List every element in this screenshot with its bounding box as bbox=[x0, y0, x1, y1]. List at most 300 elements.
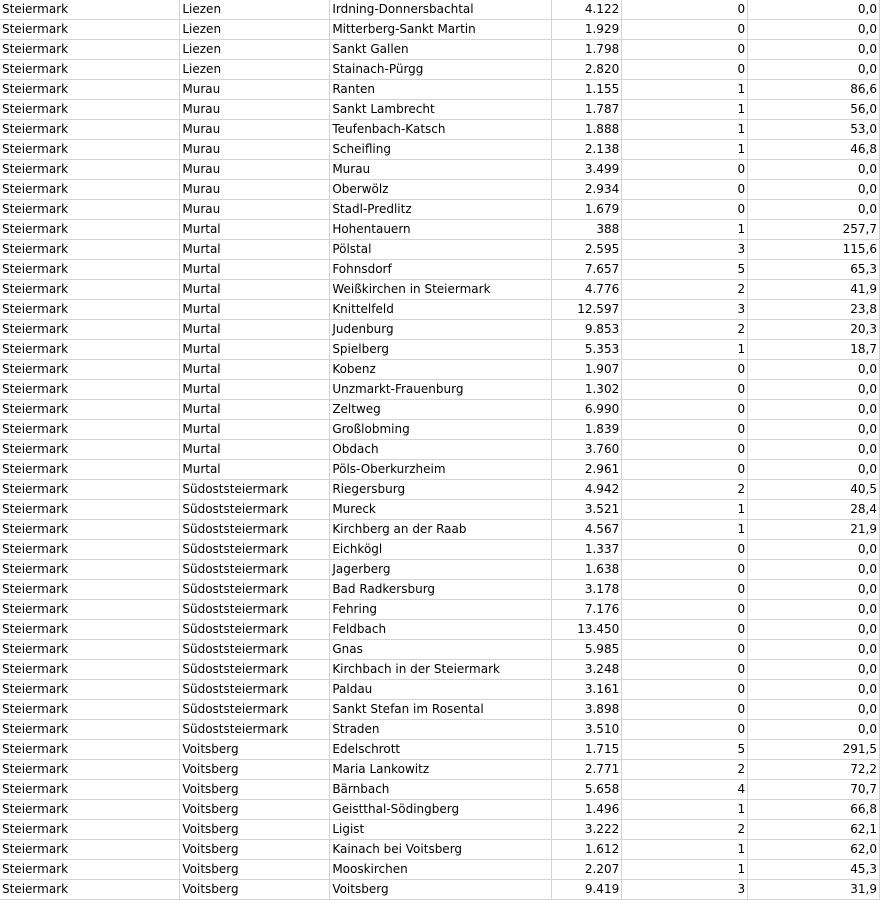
table-row bbox=[0, 60, 880, 80]
cell-inzidenz[interactable]: 0,0 bbox=[748, 20, 880, 40]
cell-bundesland[interactable]: Steiermark bbox=[0, 620, 180, 640]
cell-einwohner[interactable]: 4.942 bbox=[552, 480, 622, 500]
cell-faelle[interactable]: 3 bbox=[622, 880, 748, 900]
cell-gemeinde[interactable]: Oberwölz bbox=[330, 180, 552, 200]
cell-inzidenz[interactable]: 20,3 bbox=[748, 320, 880, 340]
cell-bundesland[interactable]: Steiermark bbox=[0, 640, 180, 660]
cell-bundesland[interactable]: Steiermark bbox=[0, 700, 180, 720]
cell-bundesland[interactable]: Steiermark bbox=[0, 200, 180, 220]
cell-gemeinde[interactable]: Sankt Lambrecht bbox=[330, 100, 552, 120]
cell-faelle[interactable]: 1 bbox=[622, 100, 748, 120]
cell-gemeinde[interactable]: Sankt Gallen bbox=[330, 40, 552, 60]
cell-bezirk[interactable]: Murau bbox=[180, 180, 330, 200]
cell-inzidenz[interactable]: 0,0 bbox=[748, 660, 880, 680]
cell-einwohner[interactable]: 1.496 bbox=[552, 800, 622, 820]
cell-faelle[interactable]: 0 bbox=[622, 440, 748, 460]
cell-bundesland[interactable]: Steiermark bbox=[0, 860, 180, 880]
table-row bbox=[0, 280, 880, 300]
cell-faelle[interactable]: 0 bbox=[622, 620, 748, 640]
cell-bundesland[interactable]: Steiermark bbox=[0, 520, 180, 540]
cell-inzidenz[interactable]: 0,0 bbox=[748, 0, 880, 20]
cell-einwohner[interactable]: 3.222 bbox=[552, 820, 622, 840]
cell-inzidenz[interactable]: 28,4 bbox=[748, 500, 880, 520]
cell-faelle[interactable]: 0 bbox=[622, 560, 748, 580]
cell-gemeinde[interactable]: Spielberg bbox=[330, 340, 552, 360]
cell-bezirk[interactable]: Südoststeiermark bbox=[180, 720, 330, 740]
cell-inzidenz[interactable]: 0,0 bbox=[748, 620, 880, 640]
cell-bundesland[interactable]: Steiermark bbox=[0, 460, 180, 480]
cell-faelle[interactable]: 5 bbox=[622, 740, 748, 760]
cell-faelle[interactable]: 0 bbox=[622, 60, 748, 80]
table-row bbox=[0, 420, 880, 440]
cell-gemeinde[interactable]: Weißkirchen in Steiermark bbox=[330, 280, 552, 300]
cell-einwohner[interactable]: 1.888 bbox=[552, 120, 622, 140]
cell-inzidenz[interactable]: 56,0 bbox=[748, 100, 880, 120]
cell-faelle[interactable]: 0 bbox=[622, 400, 748, 420]
cell-einwohner[interactable]: 3.760 bbox=[552, 440, 622, 460]
cell-inzidenz[interactable]: 86,6 bbox=[748, 80, 880, 100]
cell-gemeinde[interactable]: Unzmarkt-Frauenburg bbox=[330, 380, 552, 400]
cell-inzidenz[interactable]: 0,0 bbox=[748, 180, 880, 200]
cell-inzidenz[interactable]: 0,0 bbox=[748, 200, 880, 220]
cell-einwohner[interactable]: 4.776 bbox=[552, 280, 622, 300]
cell-gemeinde[interactable]: Murau bbox=[330, 160, 552, 180]
table-row bbox=[0, 220, 880, 240]
cell-bundesland[interactable]: Steiermark bbox=[0, 400, 180, 420]
cell-gemeinde[interactable]: Ligist bbox=[330, 820, 552, 840]
cell-bundesland[interactable]: Steiermark bbox=[0, 760, 180, 780]
cell-faelle[interactable]: 1 bbox=[622, 840, 748, 860]
table-row bbox=[0, 880, 880, 900]
cell-bundesland[interactable]: Steiermark bbox=[0, 440, 180, 460]
table-row bbox=[0, 700, 880, 720]
cell-gemeinde[interactable]: Paldau bbox=[330, 680, 552, 700]
cell-bundesland[interactable]: Steiermark bbox=[0, 0, 180, 20]
cell-inzidenz[interactable]: 0,0 bbox=[748, 40, 880, 60]
cell-bezirk[interactable]: Südoststeiermark bbox=[180, 560, 330, 580]
cell-bezirk[interactable]: Südoststeiermark bbox=[180, 640, 330, 660]
cell-einwohner[interactable]: 1.337 bbox=[552, 540, 622, 560]
cell-einwohner[interactable]: 1.302 bbox=[552, 380, 622, 400]
cell-bezirk[interactable]: Südoststeiermark bbox=[180, 500, 330, 520]
cell-faelle[interactable]: 2 bbox=[622, 320, 748, 340]
cell-faelle[interactable]: 0 bbox=[622, 180, 748, 200]
cell-bundesland[interactable]: Steiermark bbox=[0, 360, 180, 380]
table-row bbox=[0, 520, 880, 540]
cell-inzidenz[interactable]: 0,0 bbox=[748, 540, 880, 560]
cell-einwohner[interactable]: 3.248 bbox=[552, 660, 622, 680]
cell-gemeinde[interactable]: Gnas bbox=[330, 640, 552, 660]
table-row bbox=[0, 480, 880, 500]
cell-gemeinde[interactable]: Mitterberg-Sankt Martin bbox=[330, 20, 552, 40]
cell-inzidenz[interactable]: 0,0 bbox=[748, 160, 880, 180]
cell-bezirk[interactable]: Voitsberg bbox=[180, 760, 330, 780]
cell-bundesland[interactable]: Steiermark bbox=[0, 380, 180, 400]
cell-faelle[interactable]: 0 bbox=[622, 720, 748, 740]
cell-bundesland[interactable]: Steiermark bbox=[0, 340, 180, 360]
cell-bundesland[interactable]: Steiermark bbox=[0, 60, 180, 80]
cell-einwohner[interactable]: 6.990 bbox=[552, 400, 622, 420]
cell-einwohner[interactable]: 2.595 bbox=[552, 240, 622, 260]
cell-bundesland[interactable]: Steiermark bbox=[0, 140, 180, 160]
cell-bezirk[interactable]: Voitsberg bbox=[180, 800, 330, 820]
cell-faelle[interactable]: 0 bbox=[622, 0, 748, 20]
cell-bundesland[interactable]: Steiermark bbox=[0, 260, 180, 280]
cell-faelle[interactable]: 0 bbox=[622, 660, 748, 680]
table-row bbox=[0, 840, 880, 860]
cell-gemeinde[interactable]: Obdach bbox=[330, 440, 552, 460]
cell-einwohner[interactable]: 1.715 bbox=[552, 740, 622, 760]
cell-gemeinde[interactable]: Mureck bbox=[330, 500, 552, 520]
cell-einwohner[interactable]: 12.597 bbox=[552, 300, 622, 320]
cell-einwohner[interactable]: 5.353 bbox=[552, 340, 622, 360]
cell-inzidenz[interactable]: 65,3 bbox=[748, 260, 880, 280]
cell-gemeinde[interactable]: Stainach-Pürgg bbox=[330, 60, 552, 80]
cell-inzidenz[interactable]: 46,8 bbox=[748, 140, 880, 160]
cell-einwohner[interactable]: 3.178 bbox=[552, 580, 622, 600]
cell-inzidenz[interactable]: 40,5 bbox=[748, 480, 880, 500]
cell-bezirk[interactable]: Liezen bbox=[180, 40, 330, 60]
cell-inzidenz[interactable]: 0,0 bbox=[748, 360, 880, 380]
cell-gemeinde[interactable]: Zeltweg bbox=[330, 400, 552, 420]
cell-faelle[interactable]: 3 bbox=[622, 300, 748, 320]
cell-bezirk[interactable]: Murtal bbox=[180, 420, 330, 440]
cell-bundesland[interactable]: Steiermark bbox=[0, 180, 180, 200]
cell-bezirk[interactable]: Südoststeiermark bbox=[180, 680, 330, 700]
cell-gemeinde[interactable]: Kirchberg an der Raab bbox=[330, 520, 552, 540]
cell-gemeinde[interactable]: Voitsberg bbox=[330, 880, 552, 900]
cell-faelle[interactable]: 2 bbox=[622, 480, 748, 500]
cell-gemeinde[interactable]: Stadl-Predlitz bbox=[330, 200, 552, 220]
cell-inzidenz[interactable]: 257,7 bbox=[748, 220, 880, 240]
cell-bundesland[interactable]: Steiermark bbox=[0, 100, 180, 120]
cell-inzidenz[interactable]: 291,5 bbox=[748, 740, 880, 760]
table-row bbox=[0, 500, 880, 520]
cell-bezirk[interactable]: Voitsberg bbox=[180, 880, 330, 900]
cell-bezirk[interactable]: Voitsberg bbox=[180, 820, 330, 840]
cell-faelle[interactable]: 0 bbox=[622, 40, 748, 60]
cell-gemeinde[interactable]: Knittelfeld bbox=[330, 300, 552, 320]
cell-bezirk[interactable]: Murau bbox=[180, 140, 330, 160]
cell-gemeinde[interactable]: Ranten bbox=[330, 80, 552, 100]
cell-gemeinde[interactable]: Judenburg bbox=[330, 320, 552, 340]
table-row bbox=[0, 800, 880, 820]
cell-einwohner[interactable]: 5.985 bbox=[552, 640, 622, 660]
table-row bbox=[0, 560, 880, 580]
cell-faelle[interactable]: 4 bbox=[622, 780, 748, 800]
cell-inzidenz[interactable]: 41,9 bbox=[748, 280, 880, 300]
cell-faelle[interactable]: 0 bbox=[622, 160, 748, 180]
cell-bundesland[interactable]: Steiermark bbox=[0, 80, 180, 100]
cell-faelle[interactable]: 0 bbox=[622, 460, 748, 480]
cell-faelle[interactable]: 0 bbox=[622, 20, 748, 40]
cell-einwohner[interactable]: 3.898 bbox=[552, 700, 622, 720]
cell-inzidenz[interactable]: 66,8 bbox=[748, 800, 880, 820]
cell-bundesland[interactable]: Steiermark bbox=[0, 720, 180, 740]
cell-bundesland[interactable]: Steiermark bbox=[0, 160, 180, 180]
cell-einwohner[interactable]: 1.798 bbox=[552, 40, 622, 60]
cell-bezirk[interactable]: Murtal bbox=[180, 280, 330, 300]
cell-faelle[interactable]: 1 bbox=[622, 800, 748, 820]
cell-faelle[interactable]: 2 bbox=[622, 820, 748, 840]
cell-inzidenz[interactable]: 70,7 bbox=[748, 780, 880, 800]
cell-inzidenz[interactable]: 0,0 bbox=[748, 420, 880, 440]
cell-inzidenz[interactable]: 31,9 bbox=[748, 880, 880, 900]
cell-bezirk[interactable]: Murau bbox=[180, 80, 330, 100]
cell-faelle[interactable]: 1 bbox=[622, 520, 748, 540]
table-row bbox=[0, 760, 880, 780]
cell-bezirk[interactable]: Südoststeiermark bbox=[180, 600, 330, 620]
cell-bundesland[interactable]: Steiermark bbox=[0, 300, 180, 320]
cell-bundesland[interactable]: Steiermark bbox=[0, 120, 180, 140]
cell-faelle[interactable]: 0 bbox=[622, 420, 748, 440]
cell-inzidenz[interactable]: 62,0 bbox=[748, 840, 880, 860]
cell-einwohner[interactable]: 2.771 bbox=[552, 760, 622, 780]
cell-gemeinde[interactable]: Sankt Stefan im Rosental bbox=[330, 700, 552, 720]
cell-bezirk[interactable]: Südoststeiermark bbox=[180, 580, 330, 600]
cell-bezirk[interactable]: Voitsberg bbox=[180, 780, 330, 800]
cell-faelle[interactable]: 0 bbox=[622, 640, 748, 660]
cell-einwohner[interactable]: 1.155 bbox=[552, 80, 622, 100]
cell-inzidenz[interactable]: 0,0 bbox=[748, 580, 880, 600]
cell-faelle[interactable]: 0 bbox=[622, 380, 748, 400]
cell-gemeinde[interactable]: Feldbach bbox=[330, 620, 552, 640]
cell-bundesland[interactable]: Steiermark bbox=[0, 220, 180, 240]
cell-gemeinde[interactable]: Pöls-Oberkurzheim bbox=[330, 460, 552, 480]
cell-gemeinde[interactable]: Irdning-Donnersbachtal bbox=[330, 0, 552, 20]
cell-inzidenz[interactable]: 0,0 bbox=[748, 720, 880, 740]
cell-bundesland[interactable]: Steiermark bbox=[0, 660, 180, 680]
cell-bezirk[interactable]: Murtal bbox=[180, 400, 330, 420]
table-row bbox=[0, 540, 880, 560]
table-row bbox=[0, 780, 880, 800]
cell-bundesland[interactable]: Steiermark bbox=[0, 840, 180, 860]
cell-gemeinde[interactable]: Hohentauern bbox=[330, 220, 552, 240]
cell-einwohner[interactable]: 3.161 bbox=[552, 680, 622, 700]
cell-bezirk[interactable]: Südoststeiermark bbox=[180, 660, 330, 680]
cell-faelle[interactable]: 1 bbox=[622, 140, 748, 160]
cell-bezirk[interactable]: Murtal bbox=[180, 300, 330, 320]
cell-bezirk[interactable]: Murau bbox=[180, 120, 330, 140]
table-row bbox=[0, 100, 880, 120]
cell-faelle[interactable]: 0 bbox=[622, 200, 748, 220]
table-row bbox=[0, 340, 880, 360]
cell-inzidenz[interactable]: 0,0 bbox=[748, 400, 880, 420]
cell-inzidenz[interactable]: 0,0 bbox=[748, 560, 880, 580]
cell-einwohner[interactable]: 2.207 bbox=[552, 860, 622, 880]
cell-einwohner[interactable]: 1.907 bbox=[552, 360, 622, 380]
cell-faelle[interactable]: 1 bbox=[622, 500, 748, 520]
cell-bundesland[interactable]: Steiermark bbox=[0, 480, 180, 500]
cell-bundesland[interactable]: Steiermark bbox=[0, 500, 180, 520]
table-row bbox=[0, 860, 880, 880]
cell-bezirk[interactable]: Voitsberg bbox=[180, 840, 330, 860]
cell-bundesland[interactable]: Steiermark bbox=[0, 320, 180, 340]
cell-gemeinde[interactable]: Kirchbach in der Steiermark bbox=[330, 660, 552, 680]
cell-inzidenz[interactable]: 115,6 bbox=[748, 240, 880, 260]
cell-bundesland[interactable]: Steiermark bbox=[0, 40, 180, 60]
cell-gemeinde[interactable]: Teufenbach-Katsch bbox=[330, 120, 552, 140]
cell-einwohner[interactable]: 7.176 bbox=[552, 600, 622, 620]
cell-gemeinde[interactable]: Bärnbach bbox=[330, 780, 552, 800]
table-row bbox=[0, 380, 880, 400]
cell-einwohner[interactable]: 1.787 bbox=[552, 100, 622, 120]
cell-bundesland[interactable]: Steiermark bbox=[0, 680, 180, 700]
cell-bezirk[interactable]: Murau bbox=[180, 160, 330, 180]
cell-gemeinde[interactable]: Eichkögl bbox=[330, 540, 552, 560]
table-row bbox=[0, 740, 880, 760]
cell-bundesland[interactable]: Steiermark bbox=[0, 560, 180, 580]
cell-bezirk[interactable]: Südoststeiermark bbox=[180, 540, 330, 560]
cell-einwohner[interactable]: 9.853 bbox=[552, 320, 622, 340]
cell-inzidenz[interactable]: 18,7 bbox=[748, 340, 880, 360]
cell-bezirk[interactable]: Voitsberg bbox=[180, 740, 330, 760]
cell-faelle[interactable]: 0 bbox=[622, 580, 748, 600]
cell-bezirk[interactable]: Südoststeiermark bbox=[180, 700, 330, 720]
cell-bezirk[interactable]: Murtal bbox=[180, 460, 330, 480]
cell-bundesland[interactable]: Steiermark bbox=[0, 740, 180, 760]
table-row bbox=[0, 20, 880, 40]
cell-inzidenz[interactable]: 72,2 bbox=[748, 760, 880, 780]
cell-gemeinde[interactable]: Fohnsdorf bbox=[330, 260, 552, 280]
cell-gemeinde[interactable]: Maria Lankowitz bbox=[330, 760, 552, 780]
cell-bundesland[interactable]: Steiermark bbox=[0, 240, 180, 260]
cell-gemeinde[interactable]: Edelschrott bbox=[330, 740, 552, 760]
cell-inzidenz[interactable]: 0,0 bbox=[748, 440, 880, 460]
cell-bezirk[interactable]: Murtal bbox=[180, 360, 330, 380]
cell-bezirk[interactable]: Südoststeiermark bbox=[180, 620, 330, 640]
table-row bbox=[0, 180, 880, 200]
cell-einwohner[interactable]: 9.419 bbox=[552, 880, 622, 900]
cell-inzidenz[interactable]: 45,3 bbox=[748, 860, 880, 880]
cell-inzidenz[interactable]: 0,0 bbox=[748, 460, 880, 480]
cell-faelle[interactable]: 0 bbox=[622, 700, 748, 720]
cell-bezirk[interactable]: Murtal bbox=[180, 440, 330, 460]
cell-bezirk[interactable]: Liezen bbox=[180, 60, 330, 80]
cell-bezirk[interactable]: Südoststeiermark bbox=[180, 520, 330, 540]
cell-bezirk[interactable]: Murtal bbox=[180, 220, 330, 240]
cell-bezirk[interactable]: Murtal bbox=[180, 320, 330, 340]
cell-einwohner[interactable]: 4.567 bbox=[552, 520, 622, 540]
cell-einwohner[interactable]: 2.138 bbox=[552, 140, 622, 160]
cell-gemeinde[interactable]: Kobenz bbox=[330, 360, 552, 380]
cell-faelle[interactable]: 0 bbox=[622, 600, 748, 620]
cell-inzidenz[interactable]: 0,0 bbox=[748, 60, 880, 80]
cell-bezirk[interactable]: Liezen bbox=[180, 20, 330, 40]
table-row bbox=[0, 460, 880, 480]
cell-einwohner[interactable]: 2.820 bbox=[552, 60, 622, 80]
cell-inzidenz[interactable]: 0,0 bbox=[748, 380, 880, 400]
cell-faelle[interactable]: 1 bbox=[622, 80, 748, 100]
cell-einwohner[interactable]: 2.961 bbox=[552, 460, 622, 480]
cell-einwohner[interactable]: 1.679 bbox=[552, 200, 622, 220]
table-row bbox=[0, 660, 880, 680]
cell-gemeinde[interactable]: Mooskirchen bbox=[330, 860, 552, 880]
cell-einwohner[interactable]: 13.450 bbox=[552, 620, 622, 640]
cell-einwohner[interactable]: 3.510 bbox=[552, 720, 622, 740]
cell-gemeinde[interactable]: Geistthal-Södingberg bbox=[330, 800, 552, 820]
cell-faelle[interactable]: 1 bbox=[622, 860, 748, 880]
cell-einwohner[interactable]: 1.612 bbox=[552, 840, 622, 860]
cell-gemeinde[interactable]: Straden bbox=[330, 720, 552, 740]
cell-inzidenz[interactable]: 21,9 bbox=[748, 520, 880, 540]
cell-gemeinde[interactable]: Riegersburg bbox=[330, 480, 552, 500]
cell-bundesland[interactable]: Steiermark bbox=[0, 420, 180, 440]
cell-bezirk[interactable]: Murtal bbox=[180, 240, 330, 260]
cell-faelle[interactable]: 1 bbox=[622, 340, 748, 360]
cell-gemeinde[interactable]: Scheifling bbox=[330, 140, 552, 160]
cell-gemeinde[interactable]: Großlobming bbox=[330, 420, 552, 440]
cell-einwohner[interactable]: 388 bbox=[552, 220, 622, 240]
table-row bbox=[0, 80, 880, 100]
cell-einwohner[interactable]: 5.658 bbox=[552, 780, 622, 800]
cell-einwohner[interactable]: 3.499 bbox=[552, 160, 622, 180]
table-row bbox=[0, 820, 880, 840]
cell-bundesland[interactable]: Steiermark bbox=[0, 780, 180, 800]
cell-bundesland[interactable]: Steiermark bbox=[0, 880, 180, 900]
cell-inzidenz[interactable]: 0,0 bbox=[748, 640, 880, 660]
table-row bbox=[0, 300, 880, 320]
cell-einwohner[interactable]: 1.929 bbox=[552, 20, 622, 40]
cell-bundesland[interactable]: Steiermark bbox=[0, 580, 180, 600]
cell-faelle[interactable]: 0 bbox=[622, 680, 748, 700]
cell-inzidenz[interactable]: 0,0 bbox=[748, 680, 880, 700]
cell-gemeinde[interactable]: Fehring bbox=[330, 600, 552, 620]
cell-bundesland[interactable]: Steiermark bbox=[0, 280, 180, 300]
cell-bundesland[interactable]: Steiermark bbox=[0, 20, 180, 40]
cell-einwohner[interactable]: 7.657 bbox=[552, 260, 622, 280]
cell-faelle[interactable]: 1 bbox=[622, 220, 748, 240]
cell-inzidenz[interactable]: 23,8 bbox=[748, 300, 880, 320]
cell-inzidenz[interactable]: 62,1 bbox=[748, 820, 880, 840]
cell-bundesland[interactable]: Steiermark bbox=[0, 540, 180, 560]
cell-einwohner[interactable]: 1.839 bbox=[552, 420, 622, 440]
cell-bezirk[interactable]: Murtal bbox=[180, 260, 330, 280]
cell-faelle[interactable]: 2 bbox=[622, 280, 748, 300]
cell-bezirk[interactable]: Murtal bbox=[180, 380, 330, 400]
cell-faelle[interactable]: 0 bbox=[622, 360, 748, 380]
cell-faelle[interactable]: 3 bbox=[622, 240, 748, 260]
cell-gemeinde[interactable]: Pölstal bbox=[330, 240, 552, 260]
cell-einwohner[interactable]: 4.122 bbox=[552, 0, 622, 20]
cell-gemeinde[interactable]: Bad Radkersburg bbox=[330, 580, 552, 600]
cell-bundesland[interactable]: Steiermark bbox=[0, 820, 180, 840]
cell-faelle[interactable]: 0 bbox=[622, 540, 748, 560]
table-row bbox=[0, 240, 880, 260]
cell-bundesland[interactable]: Steiermark bbox=[0, 600, 180, 620]
cell-bezirk[interactable]: Südoststeiermark bbox=[180, 480, 330, 500]
cell-faelle[interactable]: 5 bbox=[622, 260, 748, 280]
cell-bezirk[interactable]: Murau bbox=[180, 200, 330, 220]
table-row bbox=[0, 320, 880, 340]
cell-faelle[interactable]: 2 bbox=[622, 760, 748, 780]
cell-gemeinde[interactable]: Jagerberg bbox=[330, 560, 552, 580]
cell-inzidenz[interactable]: 0,0 bbox=[748, 700, 880, 720]
cell-bezirk[interactable]: Murau bbox=[180, 100, 330, 120]
cell-faelle[interactable]: 1 bbox=[622, 120, 748, 140]
cell-bezirk[interactable]: Voitsberg bbox=[180, 860, 330, 880]
cell-bezirk[interactable]: Murtal bbox=[180, 340, 330, 360]
cell-einwohner[interactable]: 3.521 bbox=[552, 500, 622, 520]
cell-einwohner[interactable]: 1.638 bbox=[552, 560, 622, 580]
cell-inzidenz[interactable]: 53,0 bbox=[748, 120, 880, 140]
cell-gemeinde[interactable]: Kainach bei Voitsberg bbox=[330, 840, 552, 860]
cell-bezirk[interactable]: Liezen bbox=[180, 0, 330, 20]
table-row bbox=[0, 120, 880, 140]
cell-inzidenz[interactable]: 0,0 bbox=[748, 600, 880, 620]
cell-bundesland[interactable]: Steiermark bbox=[0, 800, 180, 820]
cell-einwohner[interactable]: 2.934 bbox=[552, 180, 622, 200]
